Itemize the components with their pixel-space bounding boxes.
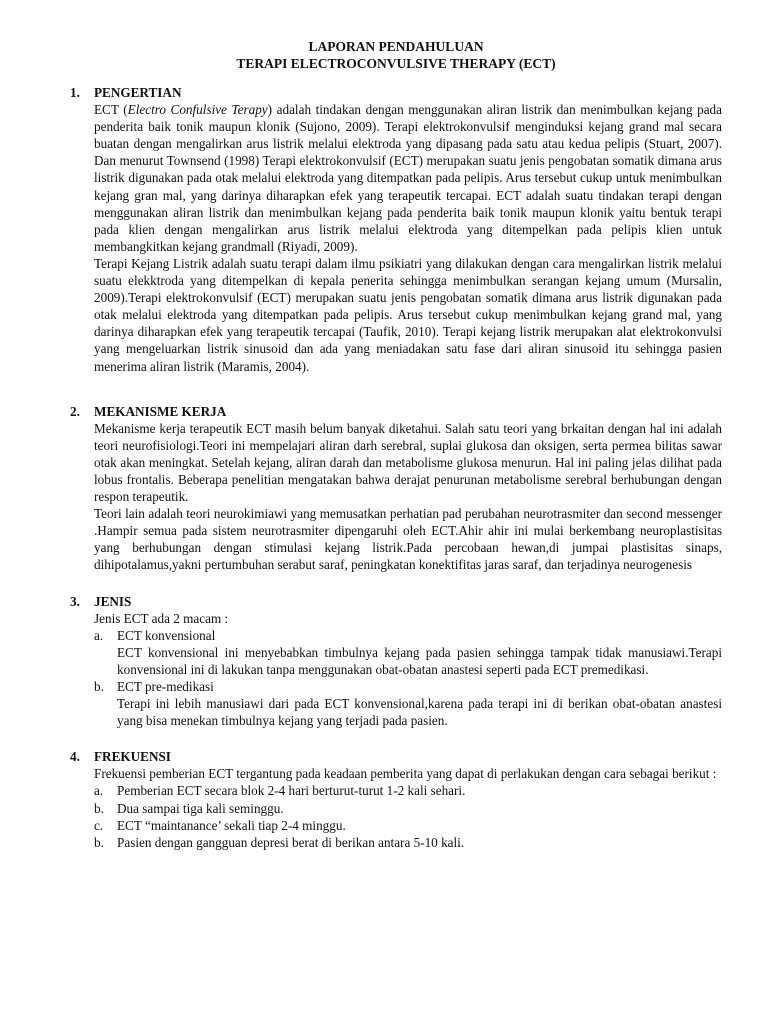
list-marker: b. [94, 679, 104, 694]
intro-text: Frekuensi pemberian ECT tergantung pada keadaan pemberita yang dapat di perlakukan dengan cara sebagai berikut : [94, 766, 717, 782]
section-number: 1. [70, 85, 80, 100]
section-mekanisme-kerja [70, 403, 722, 574]
list-item-label: ECT pre-medikasi [117, 679, 214, 694]
section-title: FREKUENSI [94, 749, 171, 765]
list-marker: b. [94, 800, 104, 816]
list-marker: a. [94, 627, 104, 643]
section-heading [70, 593, 722, 610]
section-title: JENIS [94, 593, 132, 609]
list-item [94, 782, 722, 799]
section-heading [70, 84, 722, 101]
document-title: LAPORAN PENDAHULUAN [308, 39, 484, 54]
list-marker: a. [94, 783, 104, 799]
list-item-text: Pasien dengan gangguan depresi berat di berikan antara 5-10 kali. [117, 834, 465, 850]
intro-text: Jenis ECT ada 2 macam : [94, 610, 229, 626]
list-item [94, 834, 722, 851]
document-subtitle: TERAPI ELECTROCONVULSIVE THERAPY (ECT) [236, 56, 556, 71]
list-item-description: Terapi ini lebih manusiawi dari pada ECT konvensional,karena pada terapi ini di berikan obat-obatan anastesi yang bisa menekan timbulnya kejang yang terjadi pada pasien. [117, 696, 722, 729]
section-title: MEKANISME KERJA [94, 403, 227, 419]
paragraph-start: ECT ( [94, 102, 128, 118]
list-item [94, 627, 722, 644]
section-pengertian [70, 84, 722, 375]
list-item [94, 800, 722, 817]
list-item [94, 678, 722, 695]
list-item-label: ECT konvensional [117, 627, 216, 643]
section-number: 3. [70, 593, 80, 609]
paragraph-rest: ) adalah tindakan dengan menggunakan aliran listrik dan menimbulkan kejang pada penderita baik tonik maupun klonik (Sujono, 2009). Terapi elektrokonvulsif menginduksi kejang grand mal secara buatan dengan mengalirkan arus listrik melalui elektroda yang dipasang pada satu atau kedua pelipis (Stuart, 2007). Dan menurut Townsend (1998) Terapi elektrokonvulsif (ECT) merupakan suatu jenis pengobatan somatik dimana arus listrik digunakan pada otak melalui elektroda yang ditempatkan pada pelipis. Arus tersebut cukup untuk menimbulkan kejang gran mal, yang darinya diharapkan efek yang terapeutik tercapai. ECT adalah suatu tindakan terapi dengan menggunakan aliran listrik dan menimbulkan kejang pada penderita baik tonik maupun klonik yaitu bentuk terapi pada klien dengan mengalirkan arus listrik melalui elektroda yang ditempelkan pada pelipis klien untuk membangkitkan kejang grandmall (Riyadi, 2009). [94, 102, 723, 254]
paragraph: Terapi Kejang Listrik adalah suatu terapi dalam ilmu psikiatri yang dilakukan dengan cara mengalirkan listrik melalui suatu elekktroda yang ditempelkan di kepala penerita sehingga menimbulkan serangan kejang umum (Mursalin, 2009).Terapi elektrokonvulsif (ECT) merupakan suatu jenis pengobatan somatik dimana arus listrik digunakan pada otak melalui elektroda yang ditempatkan pada pelipis. Arus tersebut cukup menimbulkan kejang grand mal, yang darinya diharapkan efek yang terapeutik tercapai (Taufik, 2010). Terapi kejang listrik merupakan alat elektrokonvulsi yang mengeluarkan listrik sinusoid dan ada yang meniadakan satu fase dari aliran sinusoid itu sehingga pasien menerima aliran listrik (Maramis, 2004). [94, 255, 722, 374]
italic-term: Electro Confulsive Terapy [127, 102, 268, 118]
list-marker: b. [94, 834, 104, 850]
paragraph [94, 101, 722, 255]
section-jenis [70, 593, 722, 730]
list-item-text: Pemberian ECT secara blok 2-4 hari berturut-turut 1-2 kali sehari. [117, 783, 466, 799]
section-frekuensi [70, 748, 722, 851]
list-item-description: ECT konvensional ini menyebabkan timbulnya kejang pada pasien sehingga tampak tidak manusiawi.Terapi konvensional ini di lakukan tanpa menggunakan obat-obatan anastesi seperti pada ECT premedikasi. [117, 644, 722, 677]
section-heading [70, 403, 722, 420]
list-item-text: ECT “maintanance’ sekali tiap 2-4 minggu. [117, 817, 346, 833]
list-marker: c. [94, 817, 104, 833]
section-heading [70, 748, 722, 765]
section-title: PENGERTIAN [94, 85, 182, 100]
section-number: 2. [70, 403, 80, 419]
paragraph: Teori lain adalah teori neurokimiawi yang memusatkan perhatian pad perubahan neurotrasmiter dan second messenger .Hampir semua pada sistem neurotrasmiter dipengaruhi oleh ECT.Ahir ahir ini mulai berkembang neuroplastisitas yang berhubungan dengan stimulasi kejang listrik.Pada percobaan hewan,di jumpai plastisitas sinaps, dihipotalamus,yakni pertumbuhan serabut saraf, peningkatan konektifitas jaras saraf, dan terjadinya neurogenesis [94, 506, 722, 573]
list-item [94, 817, 722, 834]
paragraph: Mekanisme kerja terapeutik ECT masih belum banyak diketahui. Salah satu teori yang brkaitan dengan hal ini adalah teori neurofisiologi.Teori ini mempelajari aliran darh serebral, suplai glukosa dan oksigen, serta permea bilitas sawar otak akan meningkat. Setelah kejang, aliran darah dan metabolisme glukosa menurun. Hal ini paling jelas dilihat pada lobus frontalis. Beberapa penelitian mengatakan bahwa derajat penurunan metabolisme serebral berhubungan dengan respon terapeutik. [94, 420, 722, 505]
list-item-text: Dua sampai tiga kali seminggu. [117, 800, 284, 816]
section-number: 4. [70, 749, 80, 765]
